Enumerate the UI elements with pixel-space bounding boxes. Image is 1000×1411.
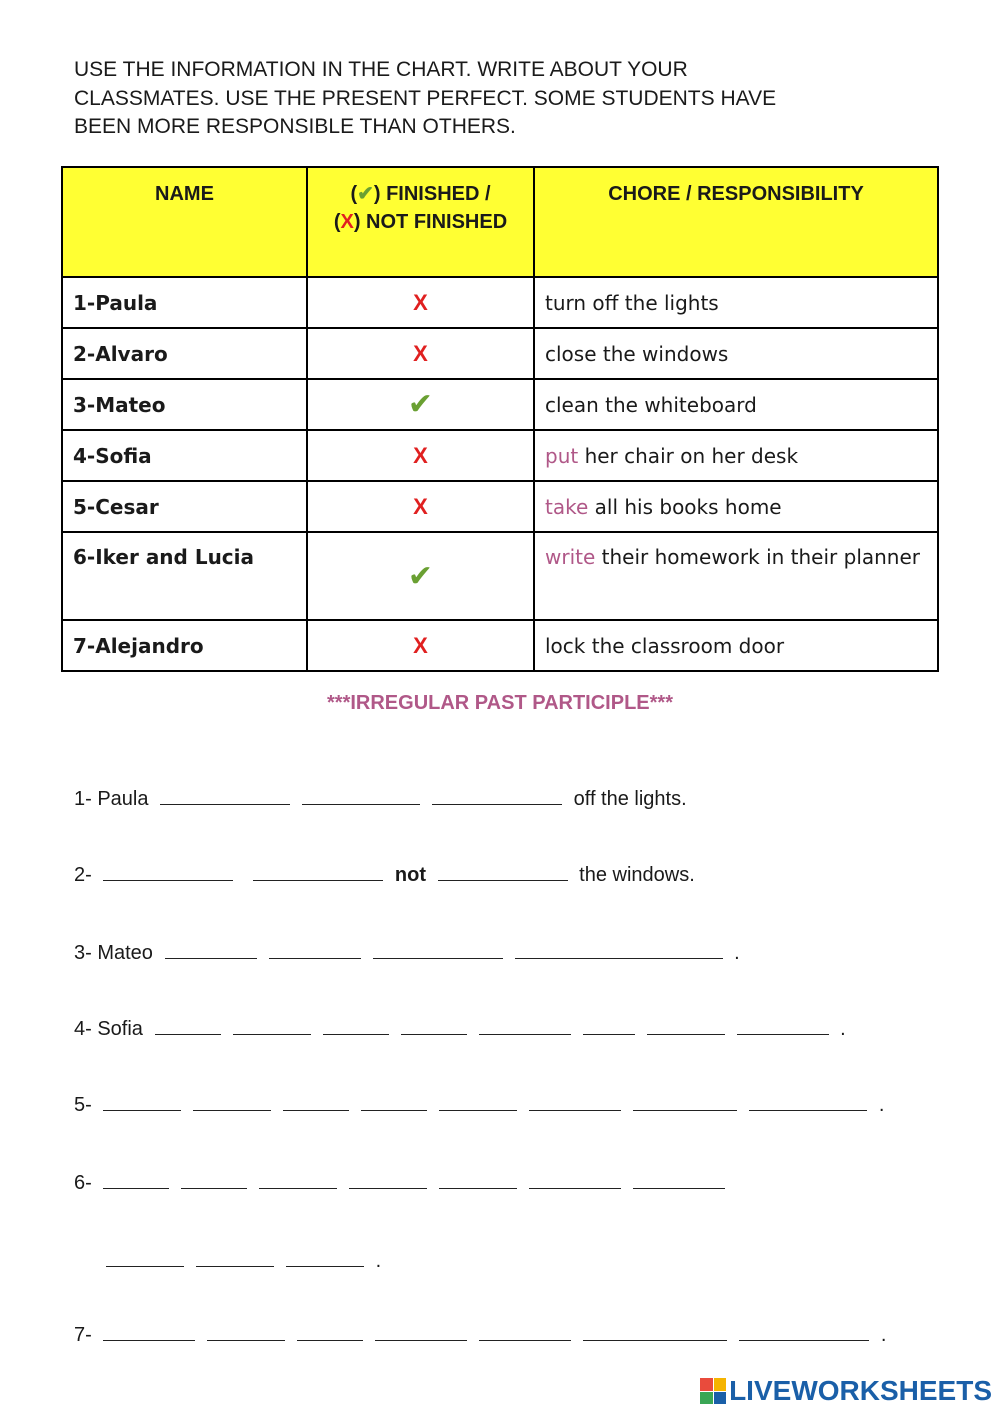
answer-blank[interactable]: [529, 1170, 621, 1189]
instructions: [74, 56, 934, 142]
table-row: [62, 430, 938, 481]
answer-blank[interactable]: [207, 1322, 285, 1341]
student-name: 1-Paula: [62, 277, 307, 328]
answer-blank[interactable]: [196, 1248, 274, 1267]
exercise-prefix: 5-: [74, 1094, 92, 1116]
x-icon: X: [413, 340, 428, 366]
status-cell: [307, 277, 534, 328]
table-row: [62, 328, 938, 379]
chore-cell: take all his books home: [534, 481, 938, 532]
chore-cell: close the windows: [534, 328, 938, 379]
check-icon: ✔: [407, 387, 434, 422]
table-header-row: [62, 167, 938, 277]
answer-blank[interactable]: [106, 1248, 184, 1267]
answer-blank[interactable]: [583, 1322, 727, 1341]
x-icon: X: [340, 211, 354, 233]
instruction-line: BEEN MORE RESPONSIBLE THAN OTHERS.: [74, 115, 516, 138]
exercise-5: [74, 1092, 884, 1117]
status-cell: [307, 481, 534, 532]
x-icon: X: [413, 493, 428, 519]
exercise-7: [74, 1322, 886, 1347]
status-cell: [307, 620, 534, 671]
instruction-line: CLASSMATES. USE THE PRESENT PERFECT. SOME STUDENTS HAVE: [74, 86, 777, 110]
answer-blank[interactable]: [155, 1016, 221, 1035]
exercise-prefix: 2-: [74, 864, 92, 886]
answer-blank[interactable]: [439, 1170, 517, 1189]
not-word: not: [394, 864, 427, 886]
answer-blank[interactable]: [647, 1016, 725, 1035]
answer-blank[interactable]: [302, 786, 420, 805]
header-name: NAME: [62, 167, 307, 277]
check-icon: ✔: [357, 183, 374, 205]
liveworksheets-logo: [700, 1374, 992, 1408]
answer-blank[interactable]: [253, 862, 383, 881]
exercise-6-continued: [100, 1248, 381, 1273]
answer-blank[interactable]: [259, 1170, 337, 1189]
answer-blank[interactable]: [286, 1248, 364, 1267]
answer-blank[interactable]: [103, 1322, 195, 1341]
student-name: 6-Iker and Lucia: [62, 532, 307, 620]
chores-table: [61, 166, 939, 672]
answer-blank[interactable]: [283, 1092, 349, 1111]
status-cell: [307, 532, 534, 620]
answer-blank[interactable]: [633, 1092, 737, 1111]
answer-blank[interactable]: [439, 1092, 517, 1111]
exercise-prefix: 3- Mateo: [74, 942, 153, 964]
table-row: [62, 277, 938, 328]
student-name: 4-Sofia: [62, 430, 307, 481]
exercise-2: [74, 862, 695, 887]
check-icon: ✔: [407, 558, 434, 594]
answer-blank[interactable]: [181, 1170, 247, 1189]
exercise-suffix: off the lights.: [573, 788, 687, 810]
answer-blank[interactable]: [361, 1092, 427, 1111]
answer-blank[interactable]: [349, 1170, 427, 1189]
answer-blank[interactable]: [269, 940, 361, 959]
answer-blank[interactable]: [479, 1322, 571, 1341]
instruction-line: USE THE INFORMATION IN THE CHART. WRITE ABOUT YOUR: [74, 58, 688, 81]
exercise-1: [74, 786, 687, 811]
student-name: 5-Cesar: [62, 481, 307, 532]
answer-blank[interactable]: [160, 786, 290, 805]
status-cell: [307, 328, 534, 379]
answer-blank[interactable]: [401, 1016, 467, 1035]
answer-blank[interactable]: [739, 1322, 869, 1341]
answer-blank[interactable]: [375, 1322, 467, 1341]
answer-blank[interactable]: [373, 940, 503, 959]
chore-cell: lock the classroom door: [534, 620, 938, 671]
answer-blank[interactable]: [165, 940, 257, 959]
answer-blank[interactable]: [193, 1092, 271, 1111]
chore-cell: turn off the lights: [534, 277, 938, 328]
answer-blank[interactable]: [479, 1016, 571, 1035]
exercise-3: [74, 940, 740, 965]
table-row: [62, 481, 938, 532]
answer-blank[interactable]: [323, 1016, 389, 1035]
exercise-prefix: 1- Paula: [74, 788, 149, 810]
exercise-prefix: 7-: [74, 1324, 92, 1346]
answer-blank[interactable]: [103, 1092, 181, 1111]
table-row: [62, 532, 938, 620]
x-icon: X: [413, 289, 428, 315]
answer-blank[interactable]: [749, 1092, 867, 1111]
table-row: [62, 620, 938, 671]
chore-cell: write their homework in their planner: [534, 532, 938, 620]
liveworksheets-logo-icon: [700, 1378, 726, 1404]
student-name: 2-Alvaro: [62, 328, 307, 379]
answer-blank[interactable]: [432, 786, 562, 805]
period: .: [375, 1250, 382, 1272]
chore-cell: put her chair on her desk: [534, 430, 938, 481]
chore-cell: clean the whiteboard: [534, 379, 938, 430]
answer-blank[interactable]: [297, 1322, 363, 1341]
student-name: 3-Mateo: [62, 379, 307, 430]
answer-blank[interactable]: [103, 862, 233, 881]
student-name: 7-Alejandro: [62, 620, 307, 671]
period: .: [734, 942, 740, 964]
exercise-suffix: the windows.: [579, 864, 695, 886]
status-cell: [307, 430, 534, 481]
period: .: [880, 1324, 887, 1346]
header-chore: CHORE / RESPONSIBILITY: [534, 167, 938, 277]
period: .: [878, 1094, 885, 1116]
header-status: (✔) FINISHED / (X) NOT FINISHED: [307, 167, 534, 277]
exercise-prefix: 4- Sofia: [74, 1018, 143, 1040]
answer-blank[interactable]: [515, 940, 723, 959]
x-icon: X: [413, 442, 428, 468]
answer-blank[interactable]: [583, 1016, 635, 1035]
answer-blank[interactable]: [529, 1092, 621, 1111]
exercise-4: [74, 1016, 846, 1041]
section-subtitle: ***IRREGULAR PAST PARTICIPLE***: [327, 692, 673, 714]
status-cell: [307, 379, 534, 430]
answer-blank[interactable]: [737, 1016, 829, 1035]
exercise-prefix: 6-: [74, 1172, 92, 1194]
answer-blank[interactable]: [233, 1016, 311, 1035]
table-row: [62, 379, 938, 430]
x-icon: X: [413, 632, 428, 658]
answer-blank[interactable]: [438, 862, 568, 881]
exercise-6: [74, 1170, 731, 1195]
logo-text: LIVEWORKSHEETS: [729, 1375, 992, 1406]
period: .: [840, 1018, 846, 1040]
answer-blank[interactable]: [103, 1170, 169, 1189]
answer-blank[interactable]: [633, 1170, 725, 1189]
